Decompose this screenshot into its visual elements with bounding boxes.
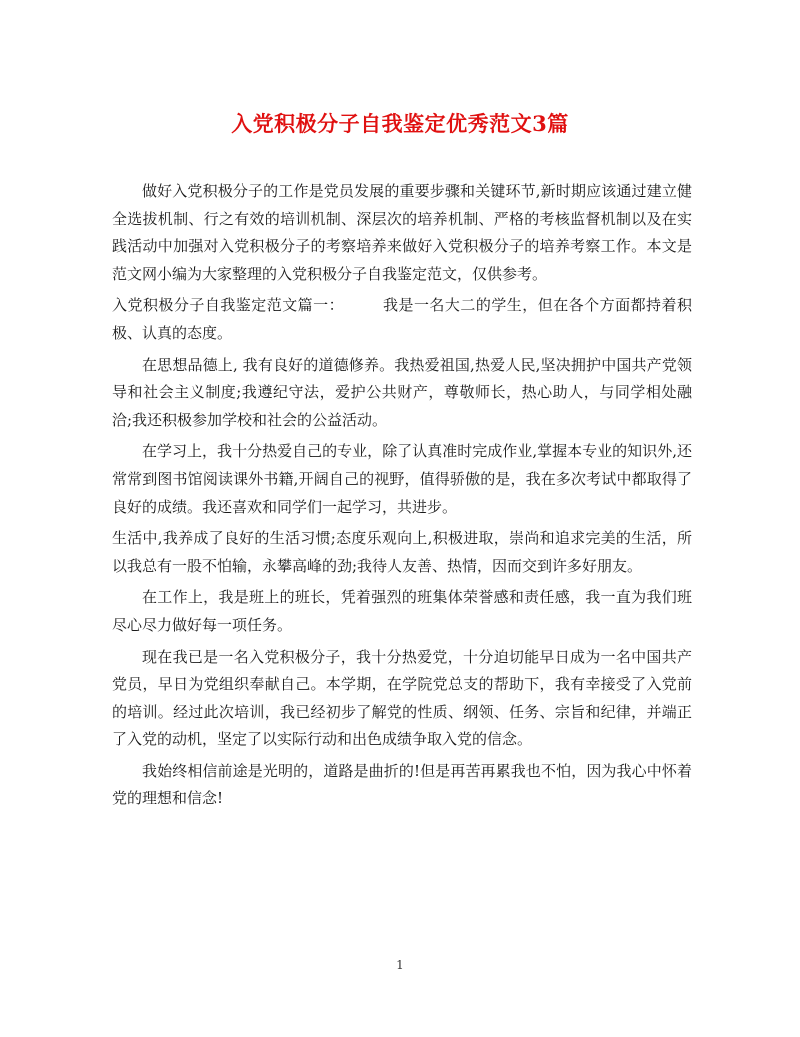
body-paragraph: 在学习上，我十分热爱自己的专业，除了认真准时完成作业,掌握本专业的知识外,还常常到图书馆阅读课外书籍,开阔自己的视野，值得骄傲的是，我在多次考试中都取得了良好的成绩。我还喜欢和同学们一起学习，共进步。 [112,442,692,516]
intro-paragraph: 做好入党积极分子的工作是党员发展的重要步骤和关键环节,新时期应该通过建立健全选拔机制、行之有效的培训机制、深层次的培养机制、严格的考核监督机制以及在实践活动中加强对入党积极分子的考察培养来做好入党积极分子的培养考察工作。本文是范文网小编为大家整理的入党积极分子自我鉴定范文，仅供参考。 [112,182,692,283]
document-title: 入党积极分子自我鉴定优秀范文3篇 [231,111,569,136]
body-paragraph: 我始终相信前途是光明的，道路是曲折的!但是再苦再累我也不怕，因为我心中怀着党的理想和信念! [112,761,692,808]
document-body [112,178,692,817]
section-heading-paragraph: 入党积极分子自我鉴定范文篇一： 我是一名大二的学生，但在各个方面都持着积极、认真的态度。 [112,296,692,342]
page-number: 1 [396,958,404,972]
body-paragraph: 现在我已是一名入党积极分子，我十分热爱党，十分迫切能早日成为一名中国共产党员，早日为党组织奉献自己。本学期，在学院党总支的帮助下，我有幸接受了入党前的培训。经过此次培训，我已经初步了解党的性质、纲领、任务、宗旨和纪律，并端正了入党的动机，坚定了以实际行动和出色成绩争取入党的信念。 [112,647,692,749]
body-paragraph: 在思想品德上, 我有良好的道德修养。我热爱祖国,热爱人民,坚决拥护中国共产党领导和社会主义制度;我遵纪守法，爱护公共财产，尊敬师长，热心助人，与同学相处融洽;我还积极参加学校和社会的公益活动。 [112,355,692,429]
body-paragraph: 在工作上，我是班上的班长，凭着强烈的班集体荣誉感和责任感，我一直为我们班尽心尽力做好每一项任务。 [112,588,692,634]
body-paragraph: 生活中,我养成了良好的生活习惯;态度乐观向上,积极进取，崇尚和追求完美的生活，所以我总有一股不怕输，永攀高峰的劲;我待人友善、热情，因而交到许多好朋友。 [112,529,692,575]
